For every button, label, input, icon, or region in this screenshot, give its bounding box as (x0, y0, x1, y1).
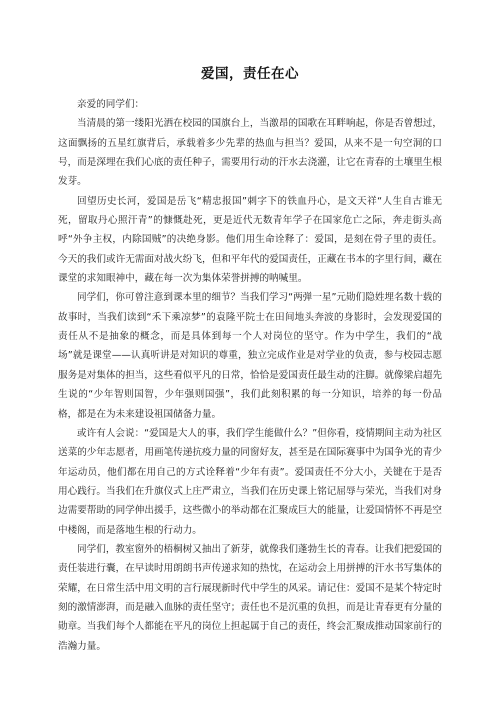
paragraph-5: 同学们，教室窗外的梧桐树又抽出了新芽，就像我们蓬勃生长的青春。让我们把爱国的责任装进行囊，在早读时用朗朗书声传递求知的热忱，在运动会上用拼搏的汗水书写集体的荣耀，在日常生活中用文明的言行展现新时代中学生的风采。请记住：爱国不是某个特定时刻的激情澎湃，而是融入血脉的责任坚守；责任也不是沉重的负担，而是让青春更有分量的勋章。当我们每个人都能在平凡的岗位上担起属于自己的责任，终会汇聚成推动国家前行的浩瀚力量。 (58, 543, 442, 652)
paragraph-2: 回望历史长河，爱国是岳飞“精忠报国”刺字下的铁血丹心，是文天祥“人生自古谁无死，留取丹心照汗青”的慷慨赴死，更是近代无数青年学子在国家危亡之际，奔走街头高呼“外争主权，内除国贼”的决绝身影。他们用生命诠释了：爱国，是刻在骨子里的责任。今天的我们或许无需面对战火纷飞，但和平年代的爱国责任，正藏在书本的字里行间，藏在课堂的求知眼神中，藏在每一次为集体荣誉拼搏的呐喊里。 (58, 195, 442, 285)
document-title: 爱国，责任在心 (201, 66, 299, 82)
paragraph-4: 或许有人会说：“爱国是大人的事，我们学生能做什么？”但你看，疫情期间主动为社区送菜的少年志愿者，用画笔传递抗疫力量的同窗好友，甚至是在国际赛事中为国争光的青少年运动员，他们都在用自己的方式诠释着“少年有责”。爱国责任不分大小，关键在于是否用心践行。当我们在升旗仪式上庄严肃立，当我们在历史课上铭记屈辱与荣光，当我们对身边需要帮助的同学伸出援手，这些微小的举动都在汇聚成巨大的能量，让爱国情怀不再是空中楼阁，而是落地生根的行动力。 (58, 427, 442, 536)
paragraph-3: 同学们，你可曾注意到课本里的细节？当我们学习“两弹一星”元勋们隐姓埋名数十载的故事时，当我们读到“禾下乘凉梦”的袁隆平院士在田间地头奔波的身影时，会发现爱国的责任从不是抽象的概念，而是具体到每一个人对岗位的坚守。作为中学生，我们的“战场”就是课堂——认真听讲是对知识的尊重，独立完成作业是对学业的负责，参与校园志愿服务是对集体的担当，这些看似平凡的日常，恰恰是爱国责任最生动的注脚。就像梁启超先生说的“少年智则国智，少年强则国强”，我们此刻积累的每一分知识，培养的每一份品格，都是在为未来建设祖国储备力量。 (58, 292, 442, 420)
document-body (58, 95, 442, 656)
paragraph-1: 当清晨的第一缕阳光洒在校园的国旗台上，当激昂的国歌在耳畔响起，你是否曾想过，这面飘扬的五星红旗背后，承载着多少先辈的热血与担当？爱国，从来不是一句空洞的口号，而是深埋在我们心底的责任种子，需要用行动的汗水去浇灌，让它在青春的土壤里生根发芽。 (58, 118, 442, 188)
salutation: 亲爱的同学们： (77, 99, 145, 110)
